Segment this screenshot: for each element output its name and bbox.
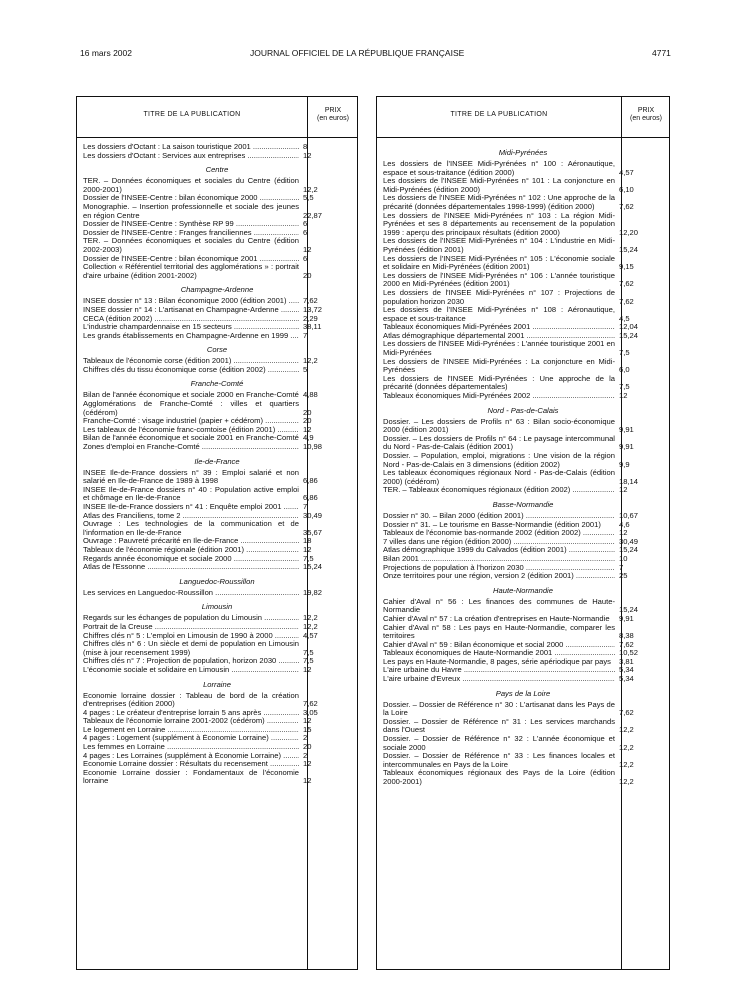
publication-row	[383, 435, 663, 452]
publication-price: 10,98	[303, 442, 323, 452]
publication-price: 7	[303, 502, 308, 511]
publication-price: 20	[303, 416, 312, 426]
section-heading: Midi-Pyrénées	[498, 148, 548, 157]
publication-row	[383, 306, 663, 323]
publication-title: Dossier. – Les dossiers de Profils n° 64 : Le paysage intercommunal du Nord - Pas-de-Calais (édition 2001)	[383, 433, 615, 452]
publication-price: 6	[303, 227, 308, 237]
publication-title: Cahier d'Aval n° 59 : Bilan économique et social 2000 .....	[383, 641, 615, 650]
section-heading: Lorraine	[203, 679, 231, 689]
publication-row	[383, 469, 663, 486]
section-heading: Pays de la Loire	[495, 688, 551, 698]
publication-title: Les dossiers de l'INSEE Midi-Pyrénées n° 108 : Aéronautique, espace et sous-traitance	[383, 305, 615, 323]
publication-price: 6	[303, 219, 308, 229]
publication-title: Le logement en Lorraine .....	[83, 726, 299, 735]
right-table-header	[377, 97, 669, 138]
publication-price: 12	[303, 716, 312, 726]
publication-title: Atlas démographique 1999 du Calvados (édition 2001) .....	[383, 546, 615, 555]
publication-title: Bilan de l'année économique et sociale 2001 en Franche-Comté	[83, 433, 299, 443]
publication-price: 7	[619, 562, 624, 572]
publication-row	[383, 418, 663, 435]
publication-row	[83, 237, 351, 254]
publication-price: 6,10	[619, 184, 634, 194]
publication-price: 4,6	[619, 519, 630, 529]
publication-title: INSEE dossier n° 14 : L'artisanat en Champagne-Ardenne .....	[83, 306, 299, 315]
publication-price: 15	[303, 724, 312, 734]
publication-title: Dossier de l'INSEE-Centre : bilan économique 2001 .....	[83, 255, 299, 264]
publication-row	[83, 640, 351, 657]
header-date: 16 mars 2002	[80, 48, 132, 58]
publication-title: Franche-Comté : visage industriel (papier + cédérom) .....	[83, 417, 299, 426]
publication-price: 12	[303, 544, 312, 554]
publication-title: Ouvrage : Les technologies de la communication et de l'information en Ile-de-France	[83, 519, 299, 537]
publication-title: Portrait de la Creuse .....	[83, 623, 299, 632]
publication-title: Agglomérations de Franche-Comté : villes et quartiers (cédérom)	[83, 399, 299, 417]
publication-price: 20	[303, 270, 312, 280]
publication-title: Onze territoires pour une région, version 2 (édition 2001) .....	[383, 572, 615, 581]
publication-title: L'économie sociale et solidaire en Limousin .....	[83, 666, 299, 675]
publication-price: 12	[619, 391, 628, 401]
publication-price: 7,62	[619, 296, 634, 306]
publication-price: 5,34	[619, 665, 634, 675]
publication-price: 12	[303, 424, 312, 434]
publication-title: Atlas des Franciliens, tome 2 .....	[83, 512, 299, 521]
publication-title: Zones d'emploi en Franche-Comté .....	[83, 443, 299, 452]
publication-price: 9,91	[619, 613, 634, 623]
section-heading: Limousin	[201, 602, 233, 612]
publication-title: Economie Lorraine dossier : Résultats du recensement .....	[83, 760, 299, 769]
left-table-body	[77, 137, 357, 969]
publication-price: 10,52	[619, 648, 639, 658]
publication-title: Les tableaux de l'économie franc-comtoise (édition 2001) .....	[83, 426, 299, 435]
publication-price: 15,24	[619, 605, 639, 615]
publication-row	[83, 469, 351, 486]
publication-title: Dossier. – Population, emploi, migrations : Une vision de la région Nord - Pas-de-Calais en 3 dimensions (édition 2002)	[383, 451, 615, 469]
publication-title: Projections de population à l'horizon 2030 .....	[383, 564, 615, 573]
publication-price: 5,5	[303, 193, 314, 203]
publication-row	[83, 769, 351, 786]
publication-row	[83, 726, 351, 735]
publication-title: Atlas démographique départemental 2001 .....	[383, 332, 615, 341]
publication-row	[83, 692, 351, 709]
publication-row	[383, 718, 663, 735]
header-page-number: 4771	[652, 48, 671, 58]
publication-row	[383, 624, 663, 641]
publication-title: Economie lorraine dossier : Tableau de bord de la création d'entreprises (édition 2000)	[83, 690, 299, 709]
publication-title: Dossier de l'INSEE-Centre : Franges franciliennes .....	[83, 229, 299, 238]
publication-row	[383, 769, 663, 786]
publication-price: 2	[303, 750, 308, 760]
right-table	[376, 96, 670, 970]
publication-title: Les dossiers de l'INSEE Midi-Pyrénées : L'année touristique 2001 en Midi-Pyrénées	[383, 339, 615, 358]
publication-price: 20	[303, 742, 312, 752]
publication-row	[383, 340, 663, 357]
publication-row	[383, 392, 663, 401]
publication-row	[383, 752, 663, 769]
publication-title: INSEE Ile-de-France dossiers n° 41 : Enquête emploi 2001 .....	[83, 503, 299, 512]
publication-row	[383, 289, 663, 306]
publication-title: 4 pages : Le créateur d'entreprise lorrain 5 ans après .....	[83, 709, 299, 718]
publication-title: 4 pages : Logement (supplément à Économie Lorraine) .....	[83, 734, 299, 743]
publication-title: Economie Lorraine dossier : Fondamentaux de l'économie lorraine	[83, 767, 299, 786]
publication-title: Dossier. – Dossier de Référence n° 32 : L'année économique et sociale 2000	[383, 734, 615, 752]
publication-price: 4,57	[619, 167, 634, 177]
publication-title: Tableaux de l'économie lorraine 2001-2002 (cédérom) .....	[83, 717, 299, 726]
title-column-header: TITRE DE LA PUBLICATION	[450, 111, 548, 118]
publication-title: Les pays en Haute-Normandie, 8 pages, série apériodique par pays	[383, 656, 611, 666]
publication-price: 9,9	[619, 459, 630, 469]
publication-price: 12	[619, 485, 628, 495]
publication-price: 4,5	[619, 313, 630, 323]
publication-price: 6,86	[303, 476, 318, 486]
publication-price: 12,04	[619, 322, 639, 332]
publication-title: INSEE dossier n° 13 : Bilan économique 2000 (édition 2001) .....	[83, 297, 299, 306]
publication-price: 7	[303, 330, 308, 340]
section-heading: Languedoc-Roussillon	[179, 576, 255, 586]
publication-row	[383, 675, 663, 684]
publication-row	[83, 520, 351, 537]
section-heading: Ile-de-France	[194, 456, 240, 466]
publication-row	[83, 332, 351, 341]
publication-title: Les dossiers de l'INSEE Midi-Pyrénées n° 100 : Aéronautique, espace et sous-traitance (édition 2000)	[383, 159, 615, 177]
publication-price: 6,86	[303, 493, 318, 503]
publication-title: Tableaux de l'économie régionale (édition 2001) .....	[83, 546, 299, 555]
publication-title: Les dossiers de l'INSEE Midi-Pyrénées n° 103 : La région Midi-Pyrénées et ses 8 départements au recensement de la population 1999 : aperçu des principaux résultats (édition 2000)	[383, 210, 615, 237]
publication-row	[83, 666, 351, 675]
publication-price: 7,5	[619, 382, 630, 392]
publication-title: Tableaux de l'économie bas-normande 2002 (édition 2002) .....	[383, 529, 615, 538]
publication-title: Ouvrage : Pauvreté précarité en Ile-de-France .....	[83, 537, 299, 546]
left-entries	[83, 143, 351, 786]
publication-row	[83, 263, 351, 280]
publication-title: Les dossiers de l'INSEE Midi-Pyrénées n° 105 : L'économie sociale et solidaire en Midi-Pyrénées (édition 2001)	[383, 253, 615, 272]
publication-price: 5,34	[619, 674, 634, 684]
publication-price: 7,62	[619, 708, 634, 718]
publication-row	[83, 203, 351, 220]
publication-title: Les dossiers de l'INSEE Midi-Pyrénées n° 101 : La conjoncture en Midi-Pyrénées (édition 2000)	[383, 176, 615, 194]
publication-price: 7,62	[303, 699, 318, 709]
publication-title: Dossier. – Dossier de Référence n° 33 : Les finances locales et intercommunales en Pays de la Loire	[383, 751, 615, 769]
publication-price: 7,5	[303, 647, 314, 657]
publication-title: Atlas de l'Essonne .....	[83, 563, 299, 572]
publication-price: 3,81	[619, 656, 634, 666]
publication-title: Tableaux de l'économie corse (édition 2001) .....	[83, 357, 299, 366]
publication-row	[383, 598, 663, 615]
publication-title: L'industrie champardennaise en 15 secteurs .....	[83, 323, 299, 332]
publication-title: Les tableaux économiques régionaux Nord - Pas-de-Calais (édition 2000) (cédérom)	[383, 468, 615, 486]
publication-title: Bilan de l'année économique et sociale 2000 en Franche-Comté	[83, 390, 299, 400]
title-column-header: TITRE DE LA PUBLICATION	[143, 111, 241, 118]
publication-price: 6	[303, 253, 308, 263]
publication-price: 7,62	[303, 296, 318, 306]
publication-price: 10	[619, 553, 628, 563]
section-heading: Haute-Normandie	[493, 585, 553, 595]
publication-title: INSEE Ile-de-France dossiers n° 40 : Population active emploi et chômage en Ile-de-France	[83, 484, 299, 503]
publication-row	[383, 237, 663, 254]
publication-row	[83, 357, 351, 366]
publication-price: 25	[619, 571, 628, 581]
publication-price: 12,20	[619, 227, 639, 237]
publication-title: TER. – Données économiques et sociales du Centre (édition 2002-2003)	[83, 236, 299, 254]
publication-price: 12	[619, 528, 628, 538]
publication-row	[83, 589, 351, 598]
publication-price: 12,2	[303, 613, 318, 623]
publication-title: Regards sur les échanges de population du Limousin .....	[83, 614, 299, 623]
left-table	[76, 96, 358, 970]
publication-price: 2,29	[303, 313, 318, 323]
publication-title: 7 villes dans une région (édition 2000) .....	[383, 538, 615, 547]
publication-row	[383, 701, 663, 718]
publication-title: Dossier n° 30. – Bilan 2000 (édition 2001) .....	[383, 512, 615, 521]
publication-price: 5	[303, 364, 308, 374]
publication-price: 13,72	[303, 304, 323, 314]
publication-title: Cahier d'Aval n° 57 : La création d'entreprises en Haute-Normandie	[383, 613, 610, 623]
publication-row	[83, 400, 351, 417]
publication-title: TER. – Tableaux économiques régionaux (édition 2002) .....	[383, 486, 615, 495]
publication-title: Monographie. – Insertion professionnelle et sociale des jeunes en région Centre	[83, 201, 299, 220]
section-heading: Champagne-Ardenne	[180, 285, 254, 295]
publication-price: 30,49	[303, 510, 323, 520]
publication-title: L'aire urbaine du Havre .....	[383, 666, 615, 675]
publication-price: 12,2	[303, 184, 318, 194]
publication-title: Les grands établissements en Champagne-Ardenne en 1999 .....	[83, 332, 299, 341]
publication-row	[83, 177, 351, 194]
publication-price: 4,88	[303, 390, 318, 400]
publication-price: 15,24	[619, 244, 639, 254]
publication-price: 12,2	[303, 621, 318, 631]
publication-price: 9,91	[619, 425, 634, 435]
right-entries	[383, 143, 663, 787]
publication-title: 4 pages : Les Lorraines (supplément à Économie Lorraine) .....	[83, 752, 299, 761]
publication-price: 10,67	[619, 510, 639, 520]
section-heading: Franche-Comté	[190, 379, 244, 389]
publication-row	[383, 255, 663, 272]
publication-title: Cahier d'Aval n° 58 : Les pays en Haute-Normandie, comparer les territoires	[383, 622, 615, 641]
publication-price: 18	[303, 536, 312, 546]
publication-title: Les dossiers de l'INSEE Midi-Pyrénées n° 106 : L'année touristique 2000 en Midi-Pyrénées (édition 2001)	[383, 270, 615, 289]
publication-row	[383, 735, 663, 752]
publication-price: 19,82	[303, 587, 323, 597]
publication-price: 9,15	[619, 262, 634, 272]
publication-price: 4,9	[303, 433, 314, 443]
publication-title: Chiffres clés n° 6 : Un siècle et demi de population en Limousin (mise à jour recensement 1999)	[83, 639, 299, 657]
publication-price: 20	[303, 407, 312, 417]
publication-title: Tableaux économiques de Haute-Normandie 2001 .....	[383, 649, 615, 658]
publication-title: Dossier. – Dossier de Référence n° 31 : Les services marchands dans l'Ouest	[383, 716, 615, 735]
publication-row	[83, 152, 351, 161]
publication-row	[383, 272, 663, 289]
publication-price: 12,2	[619, 777, 634, 786]
publication-row	[83, 323, 351, 332]
price-column-header: PRIX (en euros)	[317, 107, 349, 122]
publication-price: 12,2	[619, 759, 634, 769]
publication-price: 7,5	[303, 553, 314, 563]
header-journal-title: JOURNAL OFFICIEL DE LA RÉPUBLIQUE FRANÇAISE	[250, 48, 465, 58]
publication-title: Tableaux économiques Midi-Pyrénées 2001 .....	[383, 323, 615, 332]
publication-price: 3,05	[303, 707, 318, 717]
publication-price: 12,2	[619, 725, 634, 735]
publication-title: Dossier. – Dossier de Référence n° 30 : L'artisanat dans les Pays de la Loire	[383, 699, 615, 718]
publication-price: 9,91	[619, 442, 634, 452]
publication-title: Les dossiers d'Octant : La saison touristique 2001 .....	[83, 143, 299, 152]
publication-title: Les dossiers de l'INSEE Midi-Pyrénées n° 102 : Une approche de la précarité (données départementales 1998-1999) (édition 2000)	[383, 193, 615, 211]
right-table-body	[377, 137, 669, 969]
publication-title: Les services en Languedoc-Roussillon .....	[83, 589, 299, 598]
publication-price: 15,24	[619, 330, 639, 340]
publication-title: Tableaux économiques Midi-Pyrénées 2002 .....	[383, 392, 615, 401]
publication-price: 15,24	[619, 545, 639, 555]
publication-price: 2	[303, 733, 308, 743]
publication-row	[83, 366, 351, 375]
publication-title: INSEE Ile-de-France dossiers n° 39 : Emploi salarié et non salarié en Ile-de-France de 1989 à 1998	[83, 467, 299, 486]
publication-price: 30,49	[619, 536, 639, 546]
publication-price: 6,0	[619, 365, 630, 375]
publication-title: TER. – Données économiques et sociales du Centre (édition 2000-2001)	[83, 176, 299, 194]
publication-row	[383, 572, 663, 581]
publication-title: CECA (édition 2002) .....	[83, 315, 299, 324]
publication-price: 4,57	[303, 630, 318, 640]
publication-row	[83, 443, 351, 452]
publication-price: 35,67	[303, 527, 323, 537]
publication-row	[383, 194, 663, 211]
publication-price: 15,24	[303, 562, 323, 572]
publication-row	[83, 743, 351, 752]
publication-title: Chiffres clés du tissu économique corse (édition 2002) .....	[83, 366, 299, 375]
publication-price: 7,5	[303, 656, 314, 666]
publication-price: 18,14	[619, 476, 639, 486]
publication-price: 7,62	[619, 279, 634, 289]
publication-title: Cahier d'Aval n° 56 : Les finances des communes de Haute-Normandie	[383, 596, 615, 615]
publication-title: Regards année économique et sociale 2000 .....	[83, 555, 299, 564]
publication-price: 12	[303, 759, 312, 769]
left-table-header	[77, 97, 357, 138]
publication-row	[383, 358, 663, 375]
publication-title: Les femmes en Lorraine .....	[83, 743, 299, 752]
publication-price: 12	[303, 150, 312, 160]
section-heading: Corse	[206, 345, 228, 355]
publication-row	[383, 486, 663, 495]
publication-price: 7,62	[619, 639, 634, 649]
publication-row	[383, 452, 663, 469]
publication-price: 12,2	[303, 356, 318, 366]
publication-price: 8	[303, 142, 308, 151]
publication-price: 22,87	[303, 210, 323, 220]
publication-price: 12	[303, 244, 312, 254]
publication-price: 7,62	[619, 201, 634, 211]
publication-price: 8,38	[619, 631, 634, 641]
publication-title: Tableaux économiques régionaux des Pays de la Loire (édition 2000-2001)	[383, 768, 615, 786]
section-heading: Nord - Pas-de-Calais	[487, 405, 559, 415]
publication-price: 12,2	[619, 742, 634, 752]
publication-title: Chiffres clés n° 7 : Projection de population, horizon 2030 .....	[83, 657, 299, 666]
price-column-header: PRIX (en euros)	[630, 107, 662, 122]
publication-row	[83, 486, 351, 503]
publication-row	[383, 375, 663, 392]
publication-row	[383, 177, 663, 194]
publication-row	[383, 212, 663, 238]
publication-price: 12	[303, 664, 312, 674]
publication-title: Les dossiers d'Octant : Services aux entreprises .....	[83, 152, 299, 161]
publication-title: Dossier. – Les dossiers de Profils n° 63 : Bilan socio-économique 2000 (édition 2001)	[383, 416, 615, 435]
publication-price: 7,5	[619, 348, 630, 358]
publication-price: 38,11	[303, 322, 322, 332]
publication-title: L'aire urbaine d'Evreux .....	[383, 675, 615, 684]
publication-title: Dossier de l'INSEE-Centre : Synthèse RP 99 .....	[83, 220, 299, 229]
publication-price: 12	[303, 776, 312, 786]
section-heading: Centre	[205, 165, 229, 175]
publication-title: Collection « Référentiel territorial des agglomérations » : portrait d'aire urbaine (édition 2001-2002)	[83, 262, 299, 280]
publication-row	[83, 563, 351, 572]
page-header	[0, 48, 748, 60]
publication-title: Chiffres clés n° 5 : L'emploi en Limousin de 1990 à 2000 .....	[83, 632, 299, 641]
section-heading: Basse-Normandie	[492, 499, 554, 509]
publication-row	[83, 220, 351, 229]
publication-title: Dossier n° 31. – Le tourisme en Basse-Normandie (édition 2001)	[383, 519, 601, 529]
publication-title: Les dossiers de l'INSEE Midi-Pyrénées n° 104 : L'industrie en Midi-Pyrénées (édition 2001)	[383, 236, 615, 254]
publication-row	[383, 160, 663, 177]
publication-title: Bilan 2001 .....	[383, 555, 615, 564]
publication-title: Les dossiers de l'INSEE Midi-Pyrénées : La conjoncture en Midi-Pyrénées	[383, 356, 615, 375]
publication-title: Les dossiers de l'INSEE Midi-Pyrénées : Une approche de la précarité (données départementales)	[383, 373, 615, 392]
publication-title: Les dossiers de l'INSEE Midi-Pyrénées n° 107 : Projections de population horizon 2030	[383, 287, 615, 306]
publication-title: Dossier de l'INSEE-Centre : bilan économique 2000 .....	[83, 194, 299, 203]
